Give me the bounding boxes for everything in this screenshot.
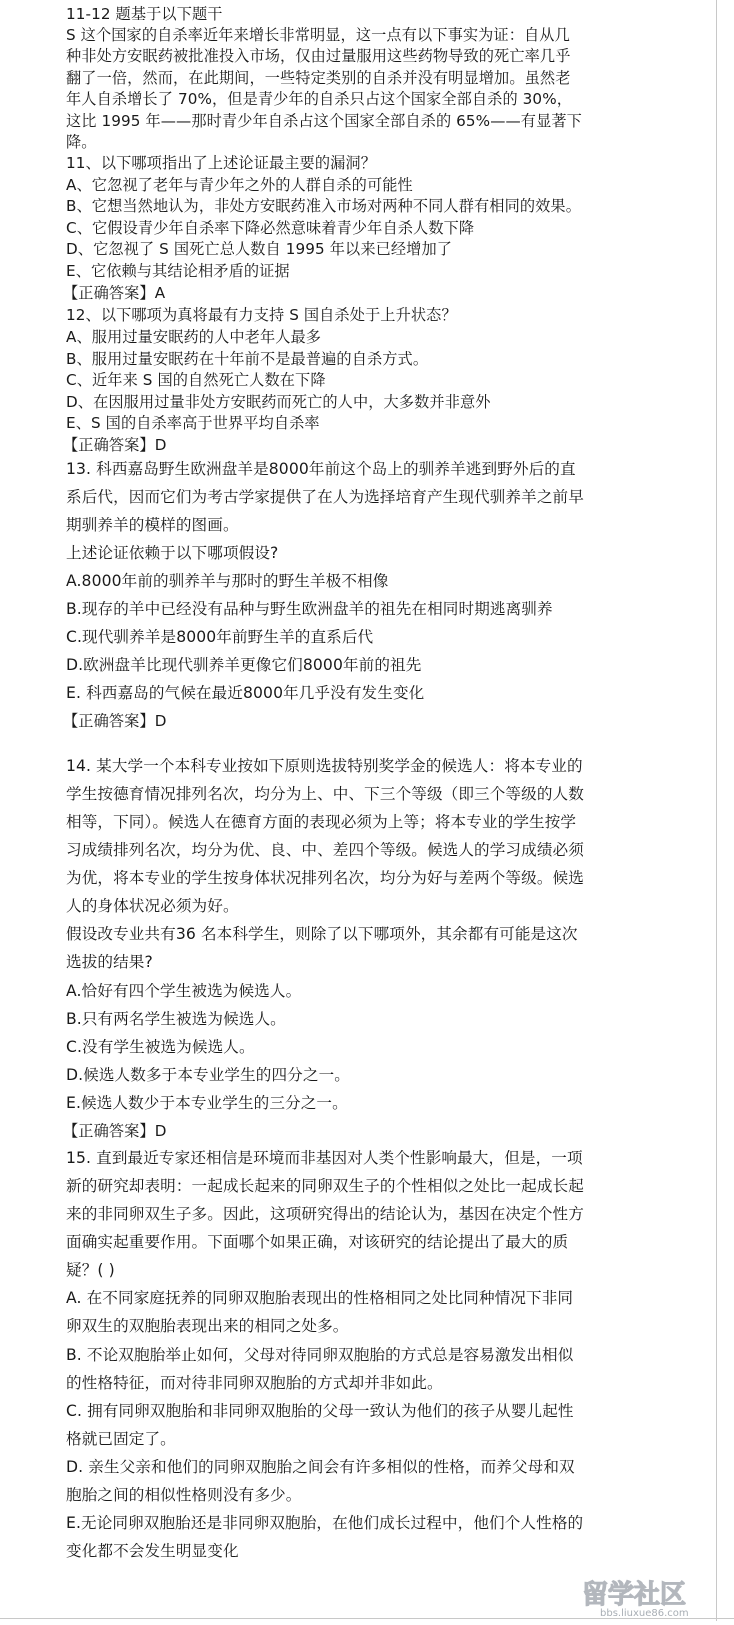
stem-line: 这比 1995 年——那时青少年自杀占这个国家全部自杀的 65%——有显著下 [66, 112, 582, 130]
stem-line: 习成绩排列名次，均分为优、良、中、差四个等级。候选人的学习成绩必须 [66, 841, 584, 859]
question-11: 11、以下哪项指出了上述论证最主要的漏洞？ [66, 154, 376, 172]
option-b: B、它想当然地认为，非处方安眠药准入市场对两种不同人群有相同的效果。 [66, 197, 582, 215]
option-a: 卵双生的双胞胎表现出来的相同之处多。 [66, 1317, 349, 1335]
stem-line: 相等，下同）。候选人在德育方面的表现必须为上等；将本专业的学生按学 [66, 813, 577, 831]
watermark-logo [578, 1575, 718, 1621]
stem-line: 种非处方安眠药被批准投入市场，仅由过量服用这些药物导致的死亡率几乎 [66, 47, 571, 65]
stem-line: 14. 某大学一个本科专业按如下原则选拔特别奖学金的候选人：将本专业的 [66, 757, 583, 775]
option-a: A、服用过量安眠药的人中老年人最多 [66, 328, 322, 346]
section-heading: 11-12 题基于以下题干 [66, 5, 223, 23]
option-a: A.恰好有四个学生被选为候选人。 [66, 982, 302, 1000]
option-b: B.现存的羊中已经没有品种与野生欧洲盘羊的祖先在相同时期逃离驯养 [66, 600, 553, 618]
stem-line: 来的非同卵双生子多。因此，这项研究得出的结论认为，基因在决定个性方 [66, 1205, 584, 1223]
option-e: 变化都不会发生明显变化 [66, 1542, 239, 1560]
option-e: E.候选人数少于本专业学生的三分之一。 [66, 1094, 348, 1112]
option-e: E.无论同卵双胞胎还是非同卵双胞胎，在他们成长过程中，他们个人性格的 [66, 1514, 584, 1532]
site-watermark [578, 1575, 718, 1621]
page-border-bottom [0, 1618, 734, 1619]
option-d: D、它忽视了 S 国死亡总人数自 1995 年以来已经增加了 [66, 240, 453, 258]
answer-11: 【正确答案】A [63, 284, 166, 302]
option-e: E、它依赖与其结论相矛盾的证据 [66, 262, 290, 280]
option-c: 格就已固定了。 [66, 1430, 176, 1448]
option-d: D. 亲生父亲和他们的同卵双胞胎之间会有许多相似的性格，而养父母和双 [66, 1458, 575, 1476]
stem-line: 为优，将本专业的学生按身体状况排列名次，均分为好与差两个等级。候选 [66, 869, 584, 887]
option-d: D、在因服用过量非处方安眠药而死亡的人中，大多数并非意外 [66, 393, 491, 411]
watermark-url: bbs.liuxue86.com [600, 1608, 689, 1619]
stem-line: 疑？( ) [66, 1261, 115, 1279]
stem-line: 面确实起重要作用。下面哪个如果正确，对该研究的结论提出了最大的质 [66, 1233, 569, 1251]
answer-14: 【正确答案】D [63, 1122, 167, 1140]
option-c: C.没有学生被选为候选人。 [66, 1038, 255, 1056]
question-13: 上述论证依赖于以下哪项假设? [66, 544, 279, 562]
stem-line: 学生按德育情况排列名次，均分为上、中、下三个等级（即三个等级的人数 [66, 785, 584, 803]
option-d: 胞胎之间的相似性格则没有多少。 [66, 1486, 302, 1504]
option-a: A. 在不同家庭抚养的同卵双胞胎表现出的性格相同之处比同种情况下非同 [66, 1289, 574, 1307]
stem-line: 系后代，因而它们为考古学家提供了在人为选择培育产生现代驯养羊之前早 [66, 488, 584, 506]
question-14: 假设改专业共有36 名本科学生，则除了以下哪项外，其余都有可能是这次 [66, 925, 578, 943]
question-12: 12、以下哪项为真将最有力支持 S 国自杀处于上升状态？ [66, 306, 457, 324]
stem-line: 15. 直到最近专家还相信是环境而非基因对人类个性影响最大，但是，一项 [66, 1149, 583, 1167]
answer-13: 【正确答案】D [63, 712, 167, 730]
option-a: A、它忽视了老年与青少年之外的人群自杀的可能性 [66, 176, 413, 194]
stem-line: 13. 科西嘉岛野生欧洲盘羊是8000年前这个岛上的驯养羊逃到野外后的直 [66, 460, 576, 478]
stem-line: 人的身体状况必须为好。 [66, 897, 239, 915]
page-border-right [716, 0, 717, 1621]
answer-12: 【正确答案】D [63, 436, 167, 454]
option-c: C、它假设青少年自杀率下降必然意味着青少年自杀人数下降 [66, 219, 475, 237]
question-14: 选拔的结果? [66, 953, 153, 971]
stem-line: 期驯养羊的模样的图画。 [66, 516, 239, 534]
stem-line: 降。 [66, 133, 97, 151]
option-b: B、服用过量安眠药在十年前不是最普遍的自杀方式。 [66, 350, 429, 368]
option-a: A.8000年前的驯养羊与那时的野生羊极不相像 [66, 572, 389, 590]
option-d: D.候选人数多于本专业学生的四分之一。 [66, 1066, 350, 1084]
stem-line: 新的研究却表明：一起成长起来的同卵双生子的个性相似之处比一起成长起 [66, 1177, 584, 1195]
option-b: 的性格特征，而对待非同卵双胞胎的方式却并非如此。 [66, 1374, 443, 1392]
option-c: C.现代驯养羊是8000年前野生羊的直系后代 [66, 628, 374, 646]
option-d: D.欧洲盘羊比现代驯养羊更像它们8000年前的祖先 [66, 656, 422, 674]
option-e: E. 科西嘉岛的气候在最近8000年几乎没有发生变化 [66, 684, 425, 702]
option-e: E、S 国的自杀率高于世界平均自杀率 [66, 414, 320, 432]
option-c: C、近年来 S 国的自然死亡人数在下降 [66, 371, 326, 389]
option-b: B.只有两名学生被选为候选人。 [66, 1010, 286, 1028]
watermark-title: 留学社区 [582, 1580, 687, 1610]
stem-line: 年人自杀增长了 70%，但是青少年的自杀只占这个国家全部自杀的 30%， [66, 90, 573, 108]
option-c: C. 拥有同卵双胞胎和非同卵双胞胎的父母一致认为他们的孩子从婴儿起性 [66, 1402, 574, 1420]
stem-line: S 这个国家的自杀率近年来增长非常明显，这一点有以下事实为证：自从几 [66, 26, 570, 44]
stem-line: 翻了一倍，然而，在此期间，一些特定类别的自杀并没有明显增加。虽然老 [66, 69, 571, 87]
option-b: B. 不论双胞胎举止如何，父母对待同卵双胞胎的方式总是容易激发出相似 [66, 1346, 574, 1364]
